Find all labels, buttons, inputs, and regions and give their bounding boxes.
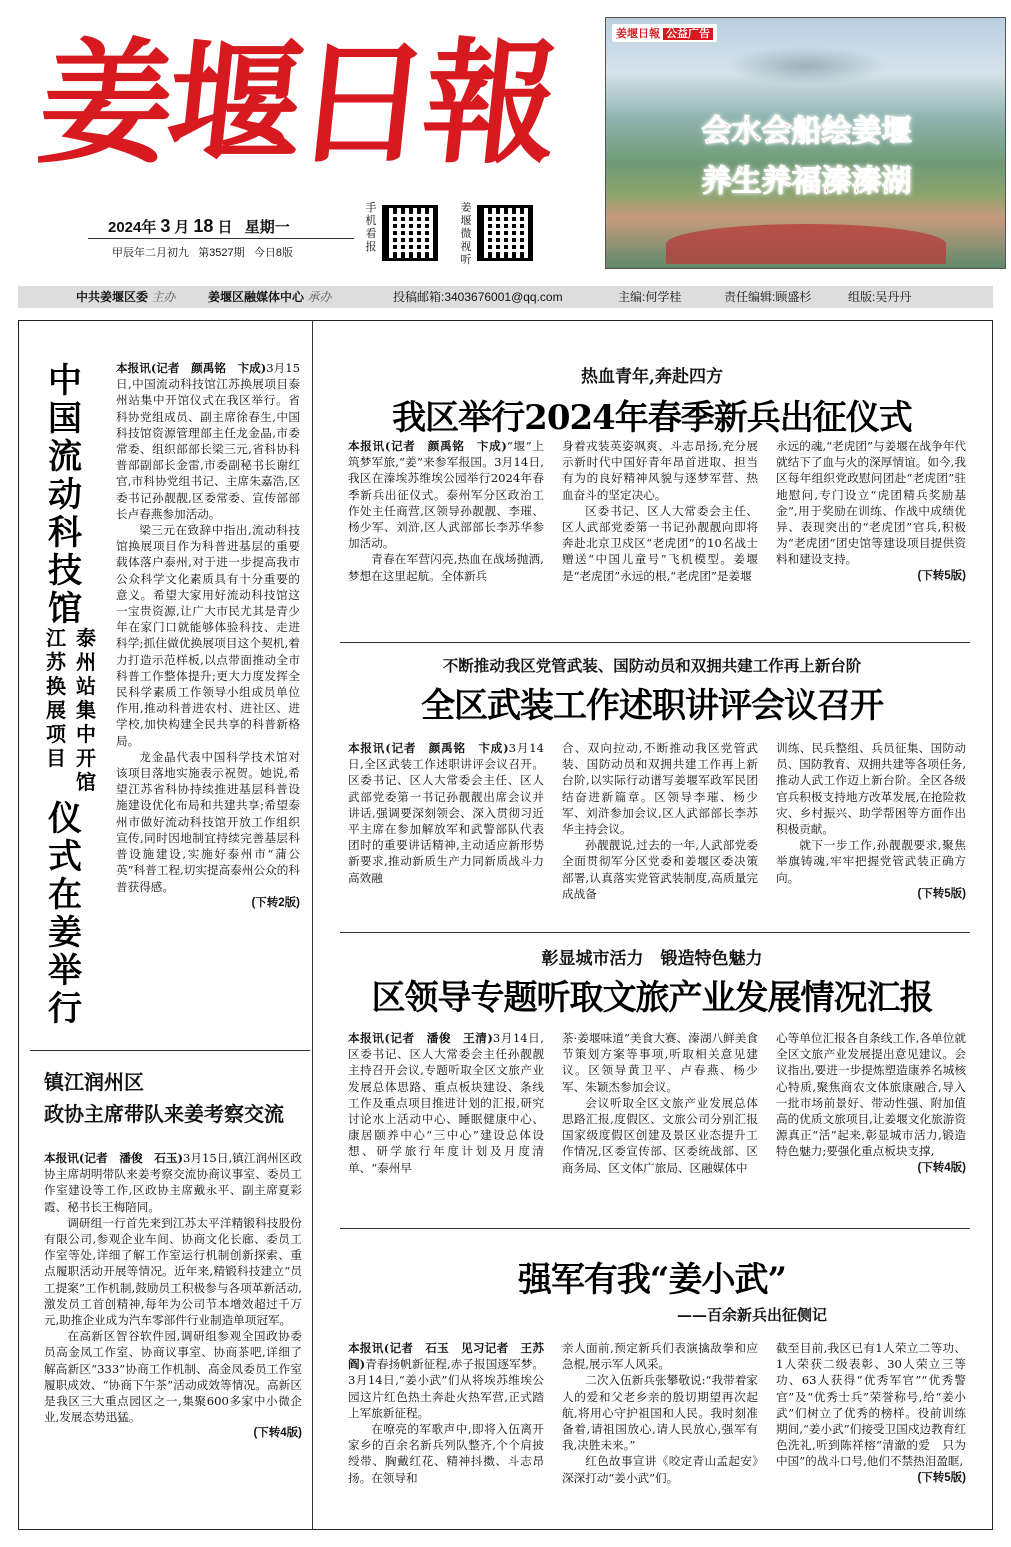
title-char: 目 bbox=[46, 746, 66, 770]
title-char: 馆 bbox=[48, 589, 82, 629]
a4-headline: 强军有我“姜小武” bbox=[517, 1260, 787, 1300]
a1-headline: 我区举行2024年春季新兵出征仪式 bbox=[392, 398, 912, 438]
a2-col1: 本报讯(记者 颜禹铭 卞成)3月14日,全区武装工作述职讲评会议召开。区委书记、区人大常委会主任、区人武部党委第一书记孙靓靓出席会议并讲话,强调要深刻领会、深入贯彻习近平主席在参加解放军和武警部队代表团时的重要讲话精神,主动适应新形势新要求,推动新质生产力同新质战斗力高效融 bbox=[348, 741, 544, 885]
issue-date: 2024年 3 月 18 日 星期一 bbox=[108, 216, 290, 236]
divider bbox=[340, 932, 970, 933]
divider bbox=[340, 1228, 970, 1229]
a1-col2: 身着戎装英姿飒爽、斗志昂扬,充分展示新时代中国好青年昂首进取、担当有为的良好精神风貌与逐梦军营、热血奋斗的坚定决心。 区委书记、区人大常委会主任、区人武部党委第一书记孙靓靓向即将奔赴北京卫戍区“老虎团”的10名战士赠送“中国儿童号”飞机模型。姜堰是“老虎团”永远的根,“老虎团”是姜堰 bbox=[562, 439, 758, 583]
title-char: 泰 bbox=[76, 626, 96, 650]
title-char: 国 bbox=[48, 399, 82, 439]
title-char: 流 bbox=[48, 437, 82, 477]
a2-col2: 合、双向拉动,不断推动我区党管武装、国防动员和双拥共建工作再上新台阶,以实际行动谱写姜堰军政军民团结奋进新篇章。区领导李璀、杨少军、刘浒参加会议,区人武部部长李苏华主持会议。 孙靓靓说,过去的一年,人武部党委全面贯彻军分区党委和姜堰区委决策部署,认真落实党管武装制度,高质量完成战备 bbox=[562, 741, 758, 901]
title-char: 中 bbox=[76, 722, 96, 746]
a3-col2: 茶·姜堰味道”美食大赛、溱湖八鲜美食节策划方案等事项,听取相关意见建议。区领导黄卫平、卢春燕、杨少军、朱颖杰参加会议。 会议听取全区文旅产业发展总体思路汇报,度假区、文旅公司分别汇报国家级度假区创建及景区业态提升工作情况,区委宣传部、区委统战部、区商务局、区文体广旅局、区融媒体中 bbox=[562, 1031, 758, 1175]
a4-col2: 亲人面前,预定新兵们表演擒敌拳和应急棍,展示军人风采。 二次入伍新兵张攀敬说:“我带着家人的爱和父老乡亲的殷切期望再次起航,将用心守护祖国和人民。我时刻准备着,请祖国放心,请人民放心,强军有我,决胜未来。” 红色故事宣讲《咬定青山孟起安》深深打动“姜小武”们。 bbox=[562, 1341, 758, 1485]
ad-tower-shape bbox=[726, 46, 886, 86]
title-char: 式 bbox=[48, 837, 82, 877]
a3-kicker: 彰显城市活力 锻造特色魅力 bbox=[541, 949, 763, 969]
qr-label-mobile: 手机看报 bbox=[365, 202, 377, 253]
a4-subhead: ——百余新兵出征侧记 bbox=[676, 1306, 827, 1324]
a1-kicker: 热血青年,奔赴四方 bbox=[581, 367, 723, 387]
divider bbox=[30, 1050, 310, 1051]
date-rule bbox=[88, 238, 354, 239]
a1-col1: 本报讯(记者 颜禹铭 卞成)“堰”上筑梦军旅,“姜”来参军报国。3月14日,我区在溱埃苏维埃公园举行2024年春季新兵出征仪式。泰州军分区政治工作处主任商营,区领导孙靓靓、李璀、杨少军、刘浒,区人武部部长李苏华参加活动。 青春在军营闪亮,热血在战场抛洒,梦想在这里起航。全体新兵 bbox=[348, 439, 544, 583]
a2-col3: 训练、民兵整组、兵员征集、国防动员、国防教育、双拥共建等各项任务,推动人武工作迈上新台阶。全区各级官兵积极支持地方改革发展,在抢险救灾、乡村振兴、助学帮困等方面作出积极贡献。 就下一步工作,孙靓靓要求,聚焦举旗铸魂,牢牢把握党管武装正确方向。 (下转5版) bbox=[776, 741, 966, 900]
publisher-band: 中共姜堰区委 主办 姜堰区融媒体中心 承办 投稿邮箱:3403676001@qq.com 主编:何学桂 责任编辑:顾盛杉 组版:吴丹丹 bbox=[18, 286, 993, 308]
side-headline: 镇江润州区 政协主席带队来姜考察交流 bbox=[44, 1070, 284, 1126]
title-char: 中 bbox=[48, 361, 82, 401]
qr-code-video-icon[interactable] bbox=[477, 205, 533, 261]
title-char: 在 bbox=[48, 875, 82, 915]
title-char: 行 bbox=[48, 989, 82, 1029]
title-char: 馆 bbox=[76, 770, 96, 794]
masthead-title: 姜堰日報 bbox=[31, 24, 561, 182]
lead-title bbox=[46, 362, 96, 628]
title-char: 站 bbox=[76, 674, 96, 698]
title-char: 换 bbox=[46, 674, 66, 698]
title-char: 集 bbox=[76, 698, 96, 722]
title-char: 举 bbox=[48, 951, 82, 991]
title-char: 技 bbox=[48, 551, 82, 591]
title-char: 江 bbox=[46, 626, 66, 650]
ad-tag: 姜堰日報 公益广告 bbox=[612, 24, 717, 42]
ad-slogan-1: 会水会船绘姜堰 bbox=[701, 115, 912, 148]
a2-kicker: 不断推动我区党管武装、国防动员和双拥共建工作再上新台阶 bbox=[442, 656, 862, 675]
title-char: 州 bbox=[76, 650, 96, 674]
lead-title-vertical bbox=[46, 362, 96, 628]
qr-code-mobile-icon[interactable] bbox=[382, 205, 438, 261]
title-char: 苏 bbox=[46, 650, 66, 674]
a4-col1: 本报讯(记者 石玉 见习记者 王苏阎)青春扬帆新征程,赤子报国逐军梦。3月14日,“姜小武”们从将埃苏维埃公园这片红色热土奔赴火热军营,正式踏上军旅新征程。 在嘹亮的军歌声中,即将入伍离开家乡的百余名新兵列队整齐,个个肩披绶带、胸戴红花、精神抖擞、斗志昂扬。在领导和 bbox=[348, 1341, 544, 1485]
a1-col3: 永远的魂,“老虎团”与姜堰在战争年代就结下了血与火的深厚情谊。如今,我区每年组织党政慰问团赴“老虎团”驻地慰问,专门设立“虎团精兵奖励基金”,用于奖励在训练、作战中成绩优异、表现突出的“老虎团”官兵,积极为“老虎团”团史馆等建设项目提供资料和建设支持。 (下转5版) bbox=[776, 439, 966, 582]
title-char: 开 bbox=[76, 746, 96, 770]
title-char: 科 bbox=[48, 513, 82, 553]
title-char: 展 bbox=[46, 698, 66, 722]
lead-article-body: 本报讯(记者 颜禹铭 卞成)3月15日,中国流动科技馆江苏换展项目泰州站集中开馆仪式在我区举行。省科协党组成员、副主席徐春生,中国科技馆资源管理部主任龙金晶,市委常委、组织部部长梁三元,省科协科普部副部长金雷,市委副秘书长谢红官,市科协党组书记、主席朱嘉浩,区委书记孙靓靓,区委常委、宣传部部长卢春燕参加活动。 梁三元在致辞中指出,流动科技馆换展项目作为科普进基层的重要载体落户泰州,对于进一步提高我市公众科学文化素质具有十分重要的意义。希望大家用好流动科技馆这一宝贵资源,让广大市民尤其是青少年在家门口就能够体验科技、走进科学;抓住做优换展项目这个契机,着力打造示范样板,以点带面推动全市科普工作整体提升;更大力度发挥全民科学素质工作领导小组成员单位作用,推动科普进农村、进社区、进学校,加快构建全民共享的科普新格局。 龙金晶代表中国科学技术馆对该项目落地实施表示祝贺。她说,希望江苏省科协持续推进基层科普设施建设优化布局和共建共享;希望泰州市做好流动科技馆开放工作组织宣传,同时因地制宜持续完善基层科普设施建设,实施好泰州市“蒲公英”科普工程,切实提高泰州公众的科普获得感。 (下转2版) bbox=[116, 360, 300, 911]
lead-turn: (下转2版) bbox=[251, 896, 300, 909]
title-char: 项 bbox=[46, 722, 66, 746]
a4-col3: 截至目前,我区已有1人荣立二等功、1人荣获二级表彰、30人荣立三等功、63人获得“优秀军官”“优秀警官”及“优秀士兵”荣誉称号,给“姜小武”们树立了优秀的榜样。役前训练期间,“姜小武”们接受卫国戍边教育红色洗礼,听到陈祥榕“清澈的爱 只为中国”的战斗口号,他们不禁热泪盈眶, (下转5版) bbox=[776, 1341, 966, 1484]
lead-subtitle-left bbox=[44, 626, 74, 770]
public-ad-banner[interactable] bbox=[605, 17, 1006, 269]
title-char: 姜 bbox=[48, 913, 82, 953]
column-divider bbox=[312, 320, 313, 1530]
a2-headline: 全区武装工作述职讲评会议召开 bbox=[421, 686, 883, 726]
a3-col3: 心等单位汇报各自条线工作,各单位就全区文旅产业发展提出意见建议。会议指出,要进一步提炼塑造康养名城核心特质,聚焦商农文体旅康融合,导入一批市场前景好、带动性强、附加值高的优质文旅项目,让姜堰文化旅游资源真正“活”起来,彰显城市活力,锻造特色魅力;要强化重点板块支撑, (下转4版) bbox=[776, 1031, 966, 1174]
ad-slogan-2: 养生养福溱溱湖 bbox=[701, 165, 912, 198]
title-char: 动 bbox=[48, 475, 82, 515]
a3-headline: 区领导专题听取文旅产业发展情况汇报 bbox=[371, 978, 933, 1018]
side-article-body: 本报讯(记者 潘俊 石玉)3月15日,镇江润州区政协主席胡明带队来姜考察交流协商议事室、委员工作室建设等工作,区政协主席戴永平、副主席夏彩霞、秘书长王梅陪同。 调研组一行首先来到江苏太平洋精锻科技股份有限公司,参观企业车间、协商文化长廊、委员工作室等处,详细了解工作室运行机制创新探索、重点履职活动开展等情况。近年来,精锻科技建立“员工提案”工作机制,鼓励员工积极参与各项革新活动,激发员工首创精神,每年为公司节本增效超过千万元,助推企业成为汽车零部件行业制造单项冠军。 在高新区智谷软件园,调研组参观全国政协委员高金凤工作室、协商议事室、协商茶吧,详细了解高新区“333”协商工作机制、高金凤委员工作室履职成效、“协商下午茶”活动成效等情况。高新区是我区三大重点园区之一,集聚600多家中小微企业,发展态势迅猛。 (下转4版) bbox=[44, 1151, 302, 1440]
qr-label-video: 姜堰微视听 bbox=[460, 202, 472, 266]
title-char: 仪 bbox=[48, 799, 82, 839]
a3-col1: 本报讯(记者 潘俊 王清)3月14日,区委书记、区人大常委会主任孙靓靓主持召开会议,专题听取全区文旅产业发展总体思路、重点板块建设、条线工作及重点项目推进计划的汇报,研究讨论水上活动中心、睡眠健康中心、康居颐养中心“三中心”建设总体设想、研学旅行年度计划及月度清单、“泰州早 bbox=[348, 1031, 544, 1175]
lead-subtitle-right bbox=[74, 626, 104, 794]
divider bbox=[340, 642, 970, 643]
lead-title2-vertical bbox=[46, 800, 96, 1028]
issue-meta: 甲辰年二月初九 第3527期 今日8版 bbox=[112, 247, 293, 259]
ad-stage-shape bbox=[666, 224, 946, 264]
